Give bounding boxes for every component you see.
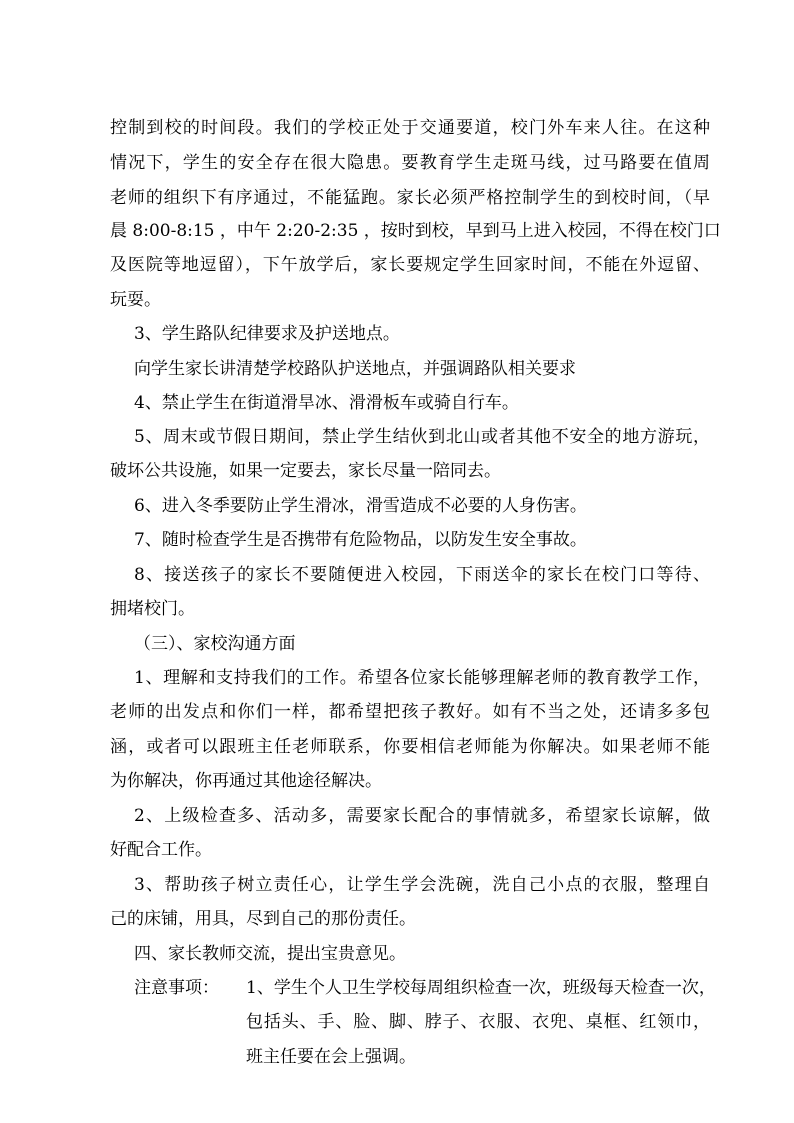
note-line: 班主任要在会上强调。 [246, 1047, 416, 1067]
list-item: 8、接送孩子的家长不要随便进入校园，下雨送伞的家长在校门口等待、 [134, 565, 710, 585]
text-line: 向学生家长讲清楚学校路队护送地点，并强调路队相关要求 [134, 359, 576, 379]
text-line: 好配合工作。 [110, 840, 212, 860]
text-line: 玩耍。 [110, 290, 161, 310]
list-item: 3、学生路队纪律要求及护送地点。 [134, 324, 400, 344]
text-line: 控制到校的时间段。我们的学校正处于交通要道，校门外车来人往。在这种 [110, 118, 710, 138]
text-line: 及医院等地逗留），下午放学后，家长要规定学生回家时间，不能在外逗留、 [110, 255, 710, 275]
list-item: 3、帮助孩子树立责任心，让学生学会洗碗，洗自己小点的衣服，整理自 [134, 875, 710, 895]
list-item: 6、进入冬季要防止学生滑冰，滑雪造成不必要的人身伤害。 [134, 496, 587, 516]
text-line: 老师的组织下有序通过，不能猛跑。家长必须严格控制学生的到校时间，（早 [110, 188, 710, 208]
text-line: 拥堵校门。 [110, 599, 195, 619]
section-heading: 四、家长教师交流，提出宝贵意见。 [134, 944, 406, 964]
note-line: 1、学生个人卫生学校每周组织检查一次，班级每天检查一次， [246, 978, 716, 998]
list-item: 5、周末或节假日期间，禁止学生结伙到北山或者其他不安全的地方游玩， [134, 427, 710, 447]
text-line: 情况下，学生的安全存在很大隐患。要教育学生走斑马线，过马路要在值周 [110, 153, 710, 173]
list-item: 2、上级检查多、活动多，需要家长配合的事情就多，希望家长谅解，做 [134, 806, 710, 826]
list-item: 7、随时检查学生是否携带有危险物品，以防发生安全事故。 [134, 530, 587, 550]
text-line: 破坏公共设施，如果一定要去，家长尽量一陪同去。 [110, 461, 501, 481]
section-heading: （三）、家校沟通方面 [134, 634, 296, 654]
text-line: 老师的出发点和你们一样，都希望把孩子教好。如有不当之处，还请多多包 [110, 702, 710, 722]
text-line: 涵，或者可以跟班主任老师联系，你要相信老师能为你解决。如果老师不能 [110, 737, 710, 757]
list-item: 4、禁止学生在街道滑旱冰、滑滑板车或骑自行车。 [134, 393, 519, 413]
text-line: 为你解决，你再通过其他途径解决。 [110, 771, 382, 791]
note-label: 注意事项： [134, 978, 219, 998]
note-line: 包括头、手、脸、脚、脖子、衣服、衣兜、桌框、红领巾， [246, 1012, 710, 1032]
text-line: 晨 8:00-8:15 ，中午 2:20-2:35 ，按时到校，早到马上进入校园，不得在校门口 [110, 221, 721, 241]
text-line: 己的床铺，用具，尽到自己的那份责任。 [110, 909, 416, 929]
list-item: 1、理解和支持我们的工作。希望各位家长能够理解老师的教育教学工作， [134, 668, 710, 688]
